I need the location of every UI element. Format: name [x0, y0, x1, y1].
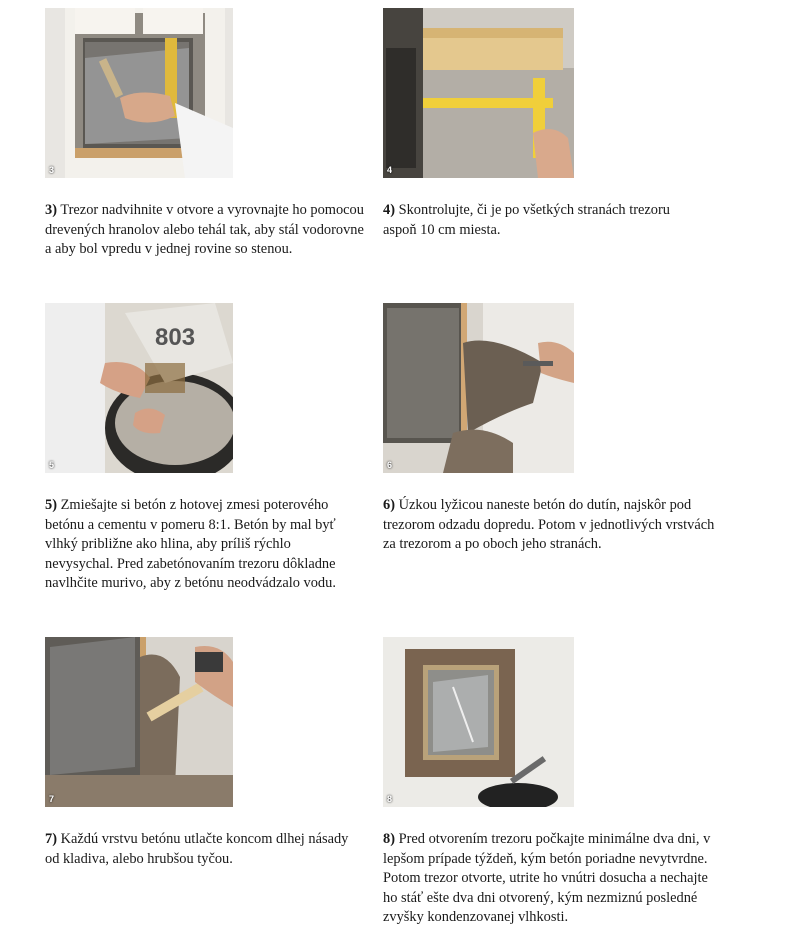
step-caption-8: [383, 830, 713, 928]
photo-number: 8: [387, 794, 393, 804]
photo-number: 3: [49, 165, 55, 175]
bag-label: 803: [155, 324, 196, 351]
photo-step-7: [45, 637, 233, 807]
photo-step-6: [383, 303, 574, 473]
step-caption-5: [45, 496, 355, 594]
photo-number: 7: [49, 794, 55, 804]
step-caption-3: [45, 201, 365, 260]
photo-step-3: [45, 8, 233, 178]
photo-number: 4: [387, 165, 393, 175]
photo-step-8: [383, 637, 574, 807]
step-number: 5): [45, 497, 57, 513]
step-text: Pred otvorením trezoru počkajte minimálne dva dni, v lepšom prípade týždeň, kým betón poriadne nevytvrdne. Potom trezor otvorte, utrite ho vnútri dosucha a nechajte ho stáť ešte dva dni otvorený, kým nezmiznú posledné zvyšky kondenzovanej vlhkosti.: [383, 831, 711, 925]
photo-step-4: [383, 8, 574, 178]
step-number: 7): [45, 831, 57, 847]
step-text: Skontrolujte, či je po všetkých stranách trezoru aspoň 10 cm miesta.: [383, 202, 670, 238]
photo-step-5: [45, 303, 233, 473]
step-number: 8): [383, 831, 395, 847]
step-caption-6: [383, 496, 723, 555]
step-text: Každú vrstvu betónu utlačte koncom dlhej násady od kladiva, alebo hrubšou tyčou.: [45, 831, 349, 867]
step-number: 6): [383, 497, 395, 513]
step-number: 3): [45, 202, 57, 218]
step-number: 4): [383, 202, 395, 218]
step-caption-4: [383, 201, 703, 240]
step-text: Zmiešajte si betón z hotovej zmesi poterového betónu a cementu v pomeru 8:1. Betón by mal byť vlhký približne ako hlina, aby príliš rýchlo nevysychal. Pred zabetónovaním trezoru dôkladne navlhčite murivo, aby z betónu neodvádzalo vodu.: [45, 497, 336, 591]
photo-number: 6: [387, 460, 393, 470]
photo-number: 5: [49, 460, 55, 470]
step-text: Trezor nadvihnite v otvore a vyrovnajte ho pomocou drevených hranolov alebo tehál tak, aby stál vodorovne a aby bol vpredu v jednej rovine so stenou.: [45, 202, 364, 257]
step-caption-7: [45, 830, 365, 869]
step-text: Úzkou lyžicou naneste betón do dutín, najskôr pod trezorom odzadu dopredu. Potom v jednotlivých vrstvách za trezorom a po oboch jeho stranách.: [383, 497, 715, 552]
